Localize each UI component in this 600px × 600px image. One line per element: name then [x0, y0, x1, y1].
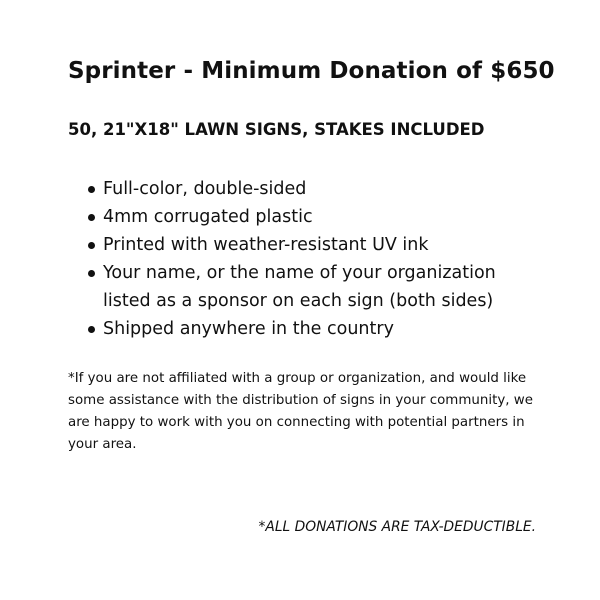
tax-deductible-note: *ALL DONATIONS ARE TAX-DEDUCTIBLE. — [258, 519, 536, 535]
assistance-footnote: *If you are not affiliated with a group or organization, and would like some assistance with the distribution of signs in your community, we are happy to work with you on connecting with potential partners in your area. — [68, 371, 533, 452]
package-subtitle: 50, 21"X18" LAWN SIGNS, STAKES INCLUDED — [68, 120, 485, 139]
feature-item: Full-color, double-sided — [86, 175, 546, 203]
feature-list — [86, 175, 546, 343]
feature-item: Shipped anywhere in the country — [86, 315, 546, 343]
feature-item: 4mm corrugated plastic — [86, 203, 546, 231]
feature-item: Your name, or the name of your organization listed as a sponsor on each sign (both sides) — [86, 259, 546, 315]
feature-item: Printed with weather-resistant UV ink — [86, 231, 546, 259]
page-title: Sprinter - Minimum Donation of $650 — [68, 58, 555, 84]
